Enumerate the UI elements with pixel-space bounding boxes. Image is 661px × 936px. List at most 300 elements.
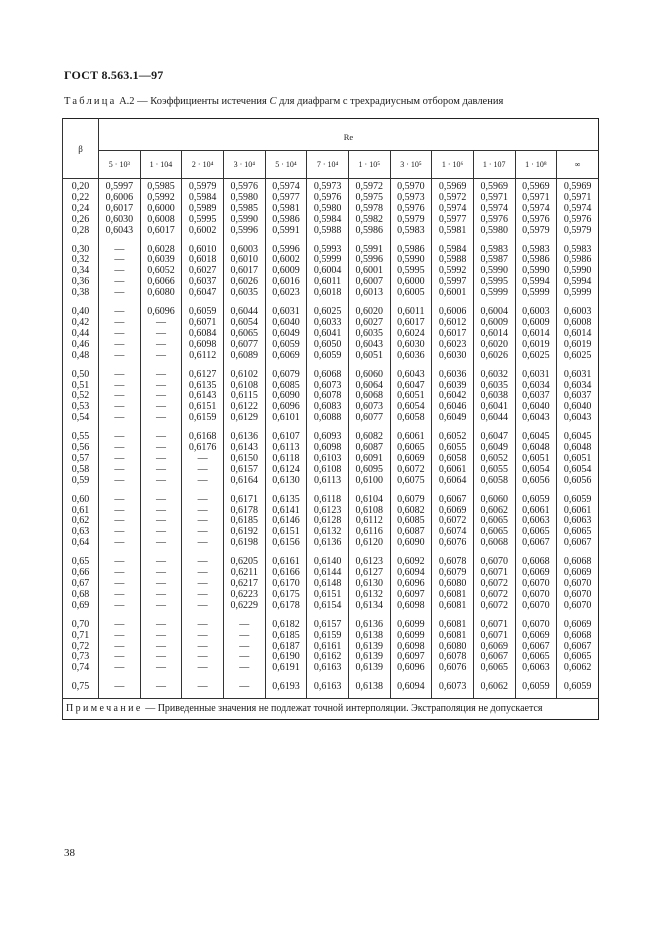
coefficient-value: 0,6049: [480, 442, 508, 454]
coefficient-cell: [473, 179, 515, 243]
coefficient-value: 0,6077: [355, 412, 384, 424]
coefficient-value: 0,6069: [438, 504, 467, 516]
coefficient-value: 0,6115: [230, 390, 258, 402]
coefficient-cell: [348, 618, 390, 681]
coefficient-value: 0,6136: [230, 431, 259, 443]
coefficient-value: —: [114, 493, 125, 505]
coefficient-value: —: [155, 412, 166, 424]
coefficient-value: 0,6156: [272, 537, 300, 549]
coefficient-value: 0,5980: [480, 224, 508, 236]
coefficient-value: 0,5988: [313, 224, 342, 236]
coefficient-value: 0,6004: [480, 306, 508, 318]
coefficient-value: 0,6068: [563, 629, 592, 641]
table-row-group: [63, 305, 599, 368]
coefficient-value: —: [114, 442, 125, 454]
coefficient-value: 0,5995: [480, 276, 508, 288]
coefficient-value: 0,5974: [272, 181, 300, 192]
beta-value: 0,44: [71, 327, 90, 339]
coefficient-value: 0,6073: [313, 379, 342, 391]
coefficient-value: 0,5985: [147, 181, 175, 192]
coefficient-value: 0,5979: [188, 181, 217, 192]
coefficient-cell: [390, 555, 432, 618]
coefficient-value: 0,6052: [147, 265, 175, 277]
coefficient-cell: [432, 243, 474, 306]
coefficient-value: 0,6065: [522, 651, 550, 663]
coefficient-value: —: [197, 452, 208, 464]
coefficient-value: 0,6129: [230, 412, 259, 424]
coefficient-value: 0,6080: [438, 578, 467, 589]
coefficient-cell: [182, 618, 224, 681]
beta-value: 0,36: [71, 276, 90, 288]
coefficient-value: 0,6151: [313, 588, 342, 600]
beta-value: 0,71: [71, 629, 90, 641]
table-row-group: [63, 243, 599, 306]
coefficient-value: 0,6107: [272, 431, 300, 443]
coefficient-value: —: [114, 629, 125, 641]
coefficient-value: 0,6175: [272, 588, 300, 600]
coefficient-value: 0,6069: [563, 618, 592, 630]
coefficient-value: —: [155, 537, 166, 549]
coefficient-value: 0,6043: [105, 224, 134, 236]
coefficient-cell: [557, 493, 599, 556]
coefficient-value: 0,6070: [563, 588, 592, 600]
coefficient-value: —: [155, 474, 166, 486]
coefficient-cell: [99, 555, 141, 618]
coefficient-value: 0,6005: [397, 287, 425, 299]
coefficient-value: —: [114, 578, 125, 589]
coefficient-value: 0,6062: [563, 662, 592, 674]
coefficient-value: 0,6001: [355, 265, 384, 277]
coefficient-value: 0,6040: [522, 401, 550, 413]
coefficient-value: 0,6139: [355, 640, 384, 652]
coefficient-cell: [348, 493, 390, 556]
coefficient-value: 0,6026: [480, 349, 508, 361]
coefficient-value: 0,6170: [272, 578, 300, 589]
coefficient-value: 0,6166: [272, 567, 300, 579]
coefficient-value: —: [197, 599, 208, 611]
coefficient-cell: [182, 179, 224, 243]
coefficient-value: 0,6116: [355, 526, 383, 538]
coefficient-value: 0,6151: [272, 526, 300, 538]
coefficient-value: 0,6050: [313, 338, 342, 350]
coefficient-value: 0,6087: [355, 442, 384, 454]
coefficient-value: 0,6138: [355, 629, 384, 641]
coefficient-cell: [265, 493, 307, 556]
coefficient-value: 0,6039: [147, 254, 175, 266]
coefficient-value: —: [155, 368, 166, 380]
coefficient-value: 0,6026: [230, 276, 259, 288]
coefficient-value: 0,6028: [147, 243, 175, 255]
coefficient-cell: [557, 243, 599, 306]
beta-cell: [63, 493, 99, 556]
coefficient-value: —: [155, 526, 166, 538]
coefficient-cell: [223, 368, 265, 431]
coefficient-value: 0,6134: [355, 599, 384, 611]
beta-cell: [63, 555, 99, 618]
coefficient-value: 0,6118: [314, 493, 342, 505]
coefficient-value: —: [197, 588, 208, 600]
coefficient-value: 0,6049: [272, 327, 300, 339]
beta-value: 0,57: [71, 452, 90, 464]
coefficient-value: 0,5996: [230, 224, 259, 236]
coefficient-value: 0,6070: [522, 578, 550, 589]
beta-value: 0,51: [71, 379, 90, 391]
coefficient-value: —: [197, 556, 208, 568]
coefficient-value: 0,5991: [272, 224, 300, 236]
coefficient-value: 0,6185: [272, 629, 300, 641]
coefficient-value: 0,6176: [188, 442, 217, 454]
coefficient-value: —: [155, 316, 166, 328]
coefficient-value: —: [155, 401, 166, 413]
coefficient-cell: [390, 618, 432, 681]
coefficient-value: 0,6079: [397, 493, 425, 505]
coefficient-value: 0,6037: [188, 276, 217, 288]
coefficient-value: 0,6014: [563, 327, 592, 339]
coefficient-value: 0,5973: [313, 181, 342, 192]
coefficient-value: 0,5976: [480, 213, 508, 225]
coefficient-value: 0,6198: [230, 537, 259, 549]
coefficient-value: 0,5977: [272, 191, 300, 203]
beta-cell: [63, 680, 99, 698]
coefficient-value: 0,6068: [522, 556, 550, 568]
coefficient-value: 0,6065: [480, 662, 508, 674]
coefficient-value: 0,6017: [397, 316, 425, 328]
coefficient-value: 0,6113: [272, 442, 300, 454]
coefficient-value: 0,6081: [438, 618, 467, 630]
beta-value: 0,34: [71, 265, 90, 277]
coefficient-value: 0,6192: [230, 526, 259, 538]
beta-value: 0,28: [71, 224, 90, 236]
coefficient-cell: [223, 243, 265, 306]
coefficient-value: 0,5989: [188, 202, 217, 214]
coefficient-value: 0,5983: [480, 243, 508, 255]
coefficient-value: 0,6051: [397, 390, 425, 402]
coefficient-cell: [265, 680, 307, 698]
coefficient-cell: [432, 430, 474, 493]
caption-symbol: C: [269, 96, 277, 107]
coefficient-cell: [473, 368, 515, 431]
coefficient-value: 0,6072: [480, 599, 508, 611]
coefficient-value: —: [239, 629, 250, 641]
coefficient-value: —: [197, 504, 208, 516]
coefficient-value: 0,6059: [313, 349, 342, 361]
coefficient-value: 0,6065: [397, 442, 425, 454]
coefficient-value: 0,6067: [480, 651, 508, 663]
coefficient-value: 0,6041: [313, 327, 342, 339]
coefficient-value: 0,6072: [480, 578, 508, 589]
coefficient-cell: [432, 305, 474, 368]
coefficient-value: 0,6039: [438, 379, 467, 391]
beta-cell: [63, 618, 99, 681]
coefficient-value: 0,6054: [563, 463, 592, 475]
coefficient-value: 0,6041: [480, 401, 508, 413]
coefficient-value: 0,6012: [438, 316, 467, 328]
coefficient-value: 0,6095: [355, 463, 384, 475]
coefficient-value: —: [114, 474, 125, 486]
coefficient-value: 0,6059: [522, 493, 550, 505]
re-column-header: 1 · 10⁶: [432, 151, 474, 179]
coefficient-cell: [99, 493, 141, 556]
coefficient-value: 0,6043: [355, 338, 384, 350]
coefficient-value: 0,6006: [105, 191, 134, 203]
beta-value: 0,69: [71, 599, 90, 611]
coefficient-value: 0,6052: [438, 431, 467, 443]
table-caption: [64, 96, 503, 107]
coefficient-value: —: [114, 368, 125, 380]
beta-value: 0,62: [71, 515, 90, 527]
coefficient-value: 0,6103: [313, 452, 342, 464]
coefficient-value: 0,6067: [522, 537, 550, 549]
coefficient-value: 0,6120: [355, 537, 384, 549]
coefficient-cell: [223, 618, 265, 681]
table-row-group: [63, 618, 599, 681]
coefficient-value: 0,5996: [272, 243, 300, 255]
coefficient-value: —: [155, 463, 166, 475]
beta-value: 0,20: [71, 181, 90, 192]
coefficient-value: 0,6130: [355, 578, 384, 589]
table-row-group: [63, 680, 599, 698]
coefficient-value: 0,6044: [230, 306, 259, 318]
coefficient-value: 0,6098: [397, 599, 425, 611]
coefficient-value: —: [114, 287, 125, 299]
coefficient-value: 0,6071: [480, 567, 508, 579]
coefficient-value: 0,6030: [438, 349, 467, 361]
coefficient-cell: [182, 555, 224, 618]
coefficient-value: 0,6068: [313, 368, 342, 380]
coefficient-value: —: [155, 618, 166, 630]
coefficient-cell: [182, 680, 224, 698]
coefficient-cell: [223, 305, 265, 368]
caption-label: Таблица: [64, 96, 117, 107]
coefficient-value: —: [114, 265, 125, 277]
coefficient-value: 0,6019: [522, 338, 550, 350]
re-column-header: 5 · 10³: [99, 151, 141, 179]
coefficient-value: 0,6061: [397, 431, 425, 443]
re-column-header: 1 · 104: [140, 151, 182, 179]
coefficient-value: 0,6059: [563, 493, 592, 505]
coefficient-value: 0,5972: [355, 181, 384, 192]
coefficient-value: 0,5988: [438, 254, 467, 266]
beta-value: 0,59: [71, 474, 90, 486]
coefficient-value: 0,6182: [272, 618, 300, 630]
coefficient-value: —: [197, 474, 208, 486]
coefficient-value: 0,6025: [563, 349, 592, 361]
coefficient-value: 0,6157: [230, 463, 259, 475]
coefficient-value: 0,6096: [397, 578, 425, 589]
coefficient-value: —: [155, 431, 166, 443]
coefficient-value: 0,6071: [188, 316, 217, 328]
coefficient-value: 0,6002: [272, 254, 300, 266]
coefficient-value: 0,6011: [314, 276, 342, 288]
coefficient-value: 0,6018: [188, 254, 217, 266]
coefficient-value: 0,6035: [230, 287, 259, 299]
coefficient-value: 0,6069: [563, 567, 592, 579]
coefficient-cell: [473, 680, 515, 698]
coefficient-cell: [182, 305, 224, 368]
coefficient-value: 0,6081: [438, 629, 467, 641]
coefficient-cell: [307, 305, 349, 368]
coefficient-cell: [432, 179, 474, 243]
coefficient-value: —: [114, 567, 125, 579]
coefficient-cell: [265, 179, 307, 243]
coefficient-value: 0,6101: [272, 412, 300, 424]
coefficient-value: 0,6044: [480, 412, 508, 424]
beta-value: 0,55: [71, 431, 90, 443]
beta-value: 0,48: [71, 349, 90, 361]
coefficient-value: —: [197, 463, 208, 475]
coefficient-value: 0,5978: [355, 202, 384, 214]
coefficient-cell: [265, 430, 307, 493]
coefficient-value: 0,5974: [563, 202, 592, 214]
coefficient-value: 0,6027: [188, 265, 217, 277]
coefficient-value: 0,6063: [522, 662, 550, 674]
coefficient-cell: [140, 430, 182, 493]
coefficient-table: [62, 118, 599, 720]
coefficient-value: 0,6161: [313, 640, 342, 652]
coefficient-value: —: [197, 662, 208, 674]
coefficient-value: 0,6018: [313, 287, 342, 299]
coefficient-cell: [473, 555, 515, 618]
coefficient-value: —: [114, 316, 125, 328]
coefficient-value: 0,6019: [563, 338, 592, 350]
coefficient-value: 0,6085: [397, 515, 425, 527]
coefficient-value: 0,6010: [188, 243, 217, 255]
coefficient-cell: [473, 305, 515, 368]
coefficient-value: 0,6085: [272, 379, 300, 391]
coefficient-value: 0,5985: [230, 202, 259, 214]
coefficient-cell: [473, 243, 515, 306]
coefficient-cell: [140, 680, 182, 698]
coefficient-cell: [473, 618, 515, 681]
coefficient-value: 0,6144: [313, 567, 342, 579]
coefficient-value: 0,6059: [563, 681, 592, 693]
coefficient-value: 0,6059: [272, 338, 300, 350]
coefficient-cell: [432, 555, 474, 618]
coefficient-value: 0,6054: [230, 316, 259, 328]
coefficient-value: —: [114, 526, 125, 538]
coefficient-value: 0,5999: [480, 287, 508, 299]
coefficient-value: —: [197, 651, 208, 663]
coefficient-value: 0,6060: [355, 368, 384, 380]
coefficient-value: 0,6096: [272, 401, 300, 413]
coefficient-value: 0,5971: [563, 191, 592, 203]
coefficient-value: 0,6067: [563, 537, 592, 549]
coefficient-value: 0,6051: [563, 452, 592, 464]
coefficient-value: 0,6040: [563, 401, 592, 413]
coefficient-value: —: [155, 681, 166, 693]
coefficient-cell: [182, 493, 224, 556]
coefficient-value: 0,6072: [397, 463, 425, 475]
coefficient-value: —: [114, 379, 125, 391]
coefficient-value: 0,6000: [397, 276, 425, 288]
coefficient-value: 0,6047: [480, 431, 508, 443]
coefficient-value: —: [114, 412, 125, 424]
coefficient-value: 0,6072: [480, 588, 508, 600]
coefficient-cell: [307, 680, 349, 698]
coefficient-value: 0,6045: [563, 431, 592, 443]
coefficient-value: 0,5981: [272, 202, 300, 214]
coefficient-value: 0,5973: [397, 191, 425, 203]
coefficient-value: 0,6003: [522, 306, 550, 318]
coefficient-value: 0,6061: [522, 504, 550, 516]
coefficient-cell: [390, 305, 432, 368]
coefficient-value: —: [155, 556, 166, 568]
coefficient-value: 0,6027: [355, 316, 384, 328]
coefficient-value: 0,6006: [438, 306, 467, 318]
coefficient-value: 0,6046: [438, 401, 467, 413]
coefficient-value: 0,6048: [522, 442, 550, 454]
coefficient-value: 0,6065: [230, 327, 259, 339]
coefficient-value: —: [155, 651, 166, 663]
coefficient-value: 0,6112: [355, 515, 383, 527]
re-column-header: 3 · 10⁴: [223, 151, 265, 179]
coefficient-cell: [348, 243, 390, 306]
coefficient-value: 0,6002: [188, 224, 217, 236]
coefficient-value: 0,5992: [147, 191, 175, 203]
beta-value: 0,50: [71, 368, 90, 380]
coefficient-value: 0,5990: [480, 265, 508, 277]
coefficient-cell: [432, 493, 474, 556]
coefficient-value: 0,6178: [272, 599, 300, 611]
coefficient-value: 0,5990: [397, 254, 425, 266]
coefficient-value: 0,6096: [147, 306, 175, 318]
coefficient-value: 0,6104: [355, 493, 384, 505]
coefficient-cell: [307, 430, 349, 493]
coefficient-value: 0,6163: [313, 662, 342, 674]
coefficient-value: 0,5983: [397, 224, 425, 236]
coefficient-value: 0,5970: [397, 181, 425, 192]
beta-cell: [63, 179, 99, 243]
caption-number: А.2: [119, 96, 135, 107]
coefficient-value: 0,5999: [563, 287, 592, 299]
coefficient-value: 0,5971: [480, 191, 508, 203]
beta-value: 0,64: [71, 537, 90, 549]
coefficient-value: 0,6069: [272, 349, 300, 361]
coefficient-value: —: [197, 640, 208, 652]
coefficient-value: 0,6064: [355, 379, 384, 391]
coefficient-value: 0,6108: [230, 379, 259, 391]
coefficient-value: 0,6159: [313, 629, 342, 641]
coefficient-value: 0,6068: [355, 390, 384, 402]
coefficient-value: 0,6100: [355, 474, 384, 486]
coefficient-value: 0,5984: [313, 213, 342, 225]
coefficient-value: 0,6075: [397, 474, 425, 486]
coefficient-value: 0,5986: [397, 243, 425, 255]
coefficient-value: 0,6078: [313, 390, 342, 402]
coefficient-value: 0,6073: [355, 401, 384, 413]
coefficient-cell: [432, 680, 474, 698]
coefficient-value: 0,6082: [397, 504, 425, 516]
coefficient-value: 0,6096: [397, 662, 425, 674]
coefficient-cell: [515, 305, 557, 368]
coefficient-value: —: [114, 556, 125, 568]
coefficient-cell: [140, 493, 182, 556]
coefficient-value: 0,6047: [397, 379, 425, 391]
coefficient-value: 0,5997: [438, 276, 467, 288]
beta-value: 0,75: [71, 681, 90, 693]
beta-value: 0,73: [71, 651, 90, 663]
coefficient-value: 0,6070: [522, 588, 550, 600]
coefficient-value: 0,6148: [313, 578, 342, 589]
coefficient-value: 0,6049: [438, 412, 467, 424]
coefficient-value: —: [155, 599, 166, 611]
coefficient-value: 0,6030: [397, 338, 425, 350]
coefficient-value: —: [197, 537, 208, 549]
coefficient-value: 0,6190: [272, 651, 300, 663]
coefficient-value: 0,6059: [522, 681, 550, 693]
coefficient-value: 0,6132: [355, 588, 384, 600]
coefficient-value: 0,6159: [188, 412, 217, 424]
